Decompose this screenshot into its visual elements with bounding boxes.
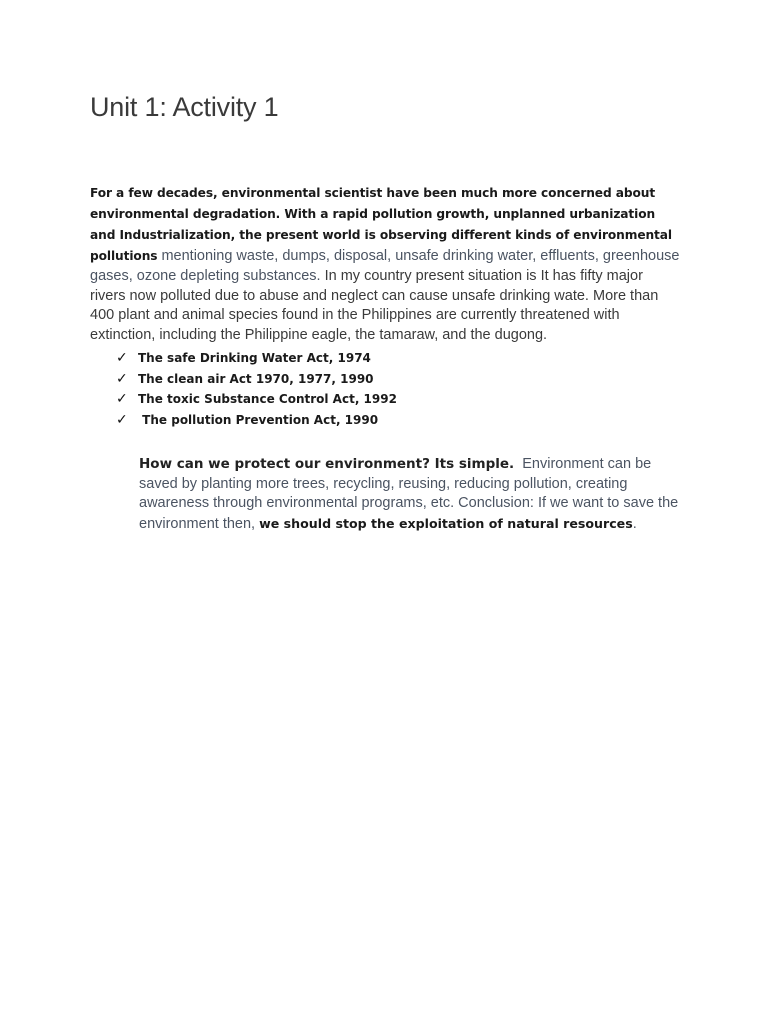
protect-end: . [632,515,637,532]
protect-paragraph [139,455,683,534]
checklist-item [116,391,397,412]
page-title: Unit 1: Activity 1 [90,92,279,122]
checklist-item [116,371,397,392]
intro-paragraph [90,183,680,345]
law-checklist [116,350,397,432]
check-icon: ✓ [116,391,128,407]
check-icon: ✓ [116,411,128,428]
checklist-item [116,412,397,433]
protect-emphasis: we should stop the exploitation of natural resources [259,515,633,531]
protect-body: Environment can be saved by planting more trees, recycling, reusing, reducing pollution, creating awareness through environmental programs, etc. Conclusion: If we want to save the environment then, [139,456,683,532]
intro-grey-text: mentioning waste, dumps, disposal, unsafe drinking water, effluents, greenhouse gases, ozone depleting substances. [90,248,680,284]
checklist-item [116,350,397,371]
protect-question: How can we protect our environment? Its simple. [139,456,515,472]
check-icon: ✓ [116,370,128,387]
check-icon: ✓ [116,350,128,366]
checklist-item-label: The toxic Substance Control Act, 1992 [138,392,397,406]
checklist-item-label: The pollution Prevention Act, 1990 [138,412,379,427]
intro-plain-text: In my country present situation is It has fifty major rivers now polluted due to abuse and neglect can cause unsafe drinking wate. More than 400 plant and animal species found in the Philippines are currently threatened with extinction, including the Philippine eagle, the tamaraw, and the dugong. [90,268,659,343]
intro-bold-text: For a few decades, environmental scientist have been much more concerned about environmental degradation. With a rapid pollution growth, unplanned urbanization and Industrialization, the present world is observing different kinds of environmental pollutions [90,186,672,263]
checklist-item-label: The clean air Act 1970, 1977, 1990 [138,371,374,386]
checklist-item-label: The safe Drinking Water Act, 1974 [138,351,371,365]
